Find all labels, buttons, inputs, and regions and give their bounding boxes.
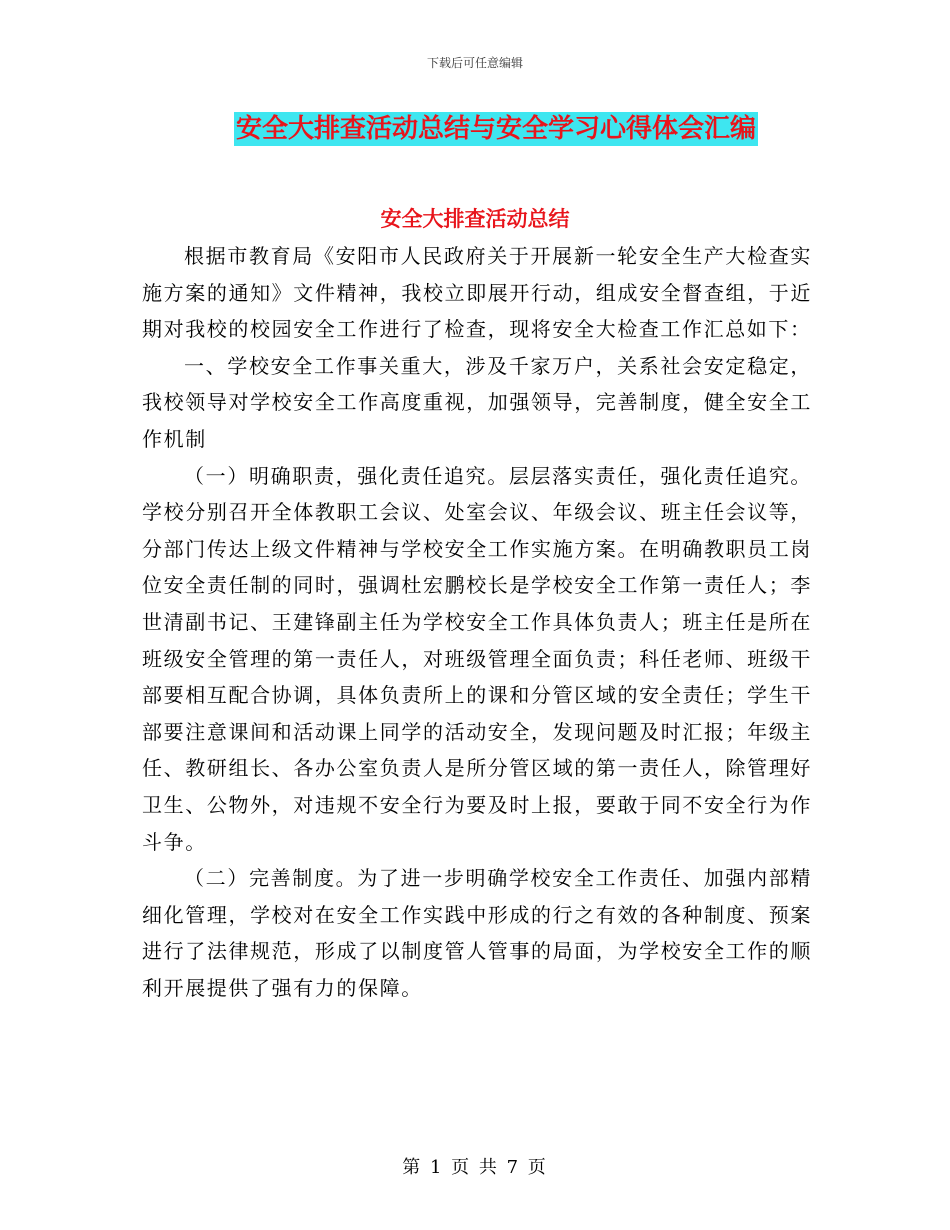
paragraph: （二）完善制度。为了进一步明确学校安全工作责任、加强内部精细化管理，学校对在安全工作实践中形成的行之有效的各种制度、预案进行了法律规范，形成了以制度管人管事的局面，为学校安全工作的顺利开展提供了强有力的保障。	[142, 866, 812, 1000]
body-text	[142, 238, 812, 1006]
section-title: 安全大排查活动总结	[380, 207, 570, 231]
paragraph: 一、学校安全工作事关重大，涉及千家万户，关系社会安定稳定，我校领导对学校安全工作高度重视，加强领导，完善制度，健全安全工作机制	[142, 353, 812, 451]
paragraph: （一）明确职责，强化责任追究。层层落实责任，强化责任追究。学校分别召开全体教职工会议、处室会议、年级会议、班主任会议等，分部门传达上级文件精神与学校安全工作实施方案。在明确教职员工岗位安全责任制的同时，强调杜宏鹏校长是学校安全工作第一责任人；李世清副书记、王建锋副主任为学校安全工作具体负责人；班主任是所在班级安全管理的第一责任人，对班级管理全面负责；科任老师、班级干部要相互配合协调，具体负责所上的课和分管区域的安全责任；学生干部要注意课间和活动课上同学的活动安全，发现问题及时汇报；年级主任、教研组长、各办公室负责人是所分管区域的第一责任人，除管理好卫生、公物外，对违规不安全行为要及时上报，要敢于同不安全行为作斗争。	[142, 463, 812, 854]
document-title: 安全大排查活动总结与安全学习心得体会汇编	[236, 114, 757, 144]
paragraph: 根据市教育局《安阳市人民政府关于开展新一轮安全生产大检查实施方案的通知》文件精神，我校立即展开行动，组成安全督查组，于近期对我校的校园安全工作进行了检查，现将安全大检查工作汇总如下：	[142, 244, 812, 342]
page-number: 第 1 页 共 7 页	[402, 1157, 548, 1178]
header-note: 下载后可任意编辑	[426, 56, 523, 70]
